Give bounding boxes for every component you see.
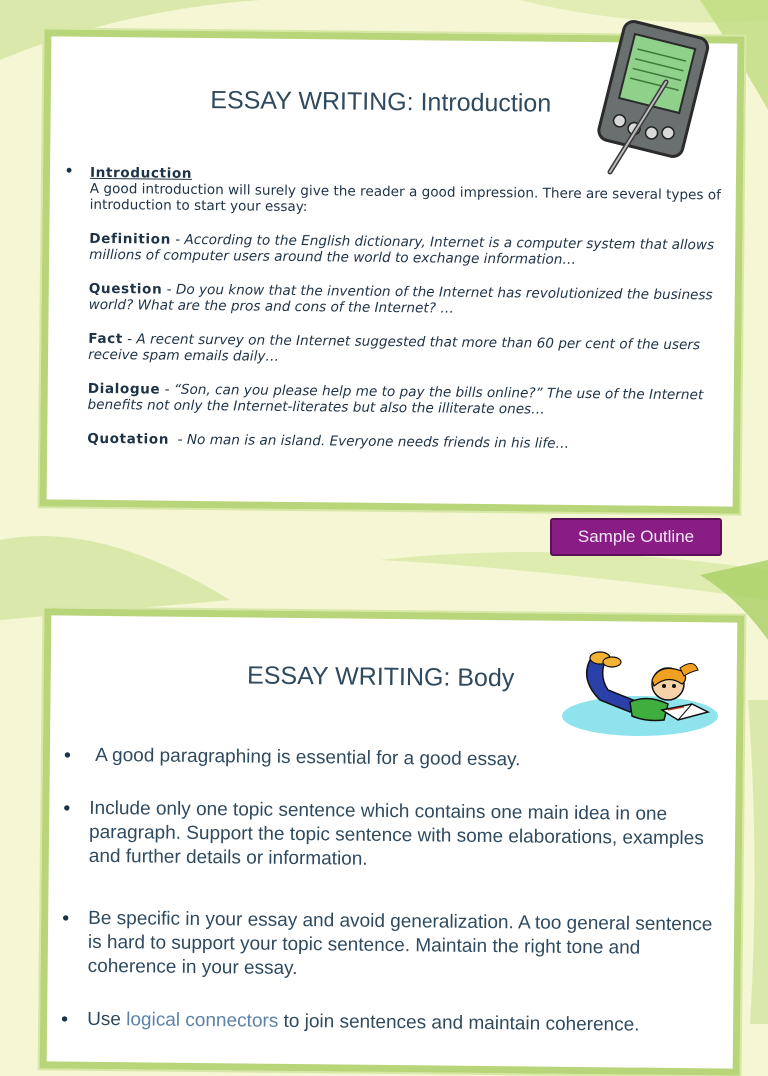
type-separator: - xyxy=(170,231,185,248)
list-item xyxy=(62,907,723,986)
list-item xyxy=(63,231,733,270)
type-term: Quotation xyxy=(87,430,170,448)
bullet-text-after: to join sentences and maintain coherence. xyxy=(278,1010,640,1036)
type-separator: - xyxy=(122,331,137,348)
type-term: Definition xyxy=(89,230,171,248)
logical-connectors-link[interactable]: logical connectors xyxy=(126,1009,279,1032)
bullet-text: Include only one topic sentence which contains one main idea in one paragraph. Support the topic sentence with some elaborations, examples and further details or information. xyxy=(88,797,704,870)
bullet-icon: • xyxy=(62,907,70,930)
type-separator: - xyxy=(162,281,176,298)
pda-stylus-icon xyxy=(588,20,718,180)
type-description: Do you know that the invention of the Internet has revolutionized the business world? What are the pros and cons of the Internet? … xyxy=(88,281,713,317)
type-term: Dialogue xyxy=(87,380,161,398)
type-description: A recent survey on the Internet suggested that more than 60 per cent of the users receive spam emails daily… xyxy=(88,331,701,365)
type-description: According to the English dictionary, Internet is a computer system that allows millions of computer users around the world to exchange information… xyxy=(89,231,715,268)
bullet-icon: • xyxy=(63,744,72,767)
type-separator: - xyxy=(168,431,188,448)
slide-title: ESSAY WRITING: Introduction xyxy=(210,86,552,118)
bullet-text-before: Use xyxy=(87,1008,127,1031)
list-item xyxy=(62,331,732,370)
bullet-icon: • xyxy=(63,797,71,820)
list-item xyxy=(61,431,731,454)
type-term: Question xyxy=(88,280,163,298)
introduction-list xyxy=(61,161,734,472)
type-separator: - xyxy=(160,381,174,398)
reading-girl-icon xyxy=(560,650,720,740)
bullet-icon: • xyxy=(61,1008,69,1031)
intro-heading: Introduction xyxy=(89,164,193,182)
sample-outline-button[interactable]: Sample Outline xyxy=(550,518,722,556)
bullet-icon: • xyxy=(63,161,75,182)
type-description: “Son, can you please help me to pay the bills online?” The use of the Internet benefits not only the Internet-literates but also the illiterate ones… xyxy=(87,381,704,418)
bullet-text: A good paragraphing is essential for a good essay. xyxy=(89,744,521,771)
list-item xyxy=(61,1008,721,1039)
list-item xyxy=(64,744,724,775)
intro-text: A good introduction will surely give the reader a good impression. There are several types of introduction to start your essay: xyxy=(89,180,722,216)
list-item xyxy=(63,281,733,320)
bullet-text: Be specific in your essay and avoid generalization. A too general sentence is hard to support your topic sentence. Maintain the right tone and coherence in your essay. xyxy=(87,907,713,980)
list-item xyxy=(63,797,724,876)
type-term: Fact xyxy=(88,330,123,348)
list-item xyxy=(62,381,732,420)
body-list xyxy=(61,744,724,1068)
slide-title: ESSAY WRITING: Body xyxy=(246,661,515,693)
type-description: No man is an island. Everyone needs friends in his life… xyxy=(186,431,570,452)
